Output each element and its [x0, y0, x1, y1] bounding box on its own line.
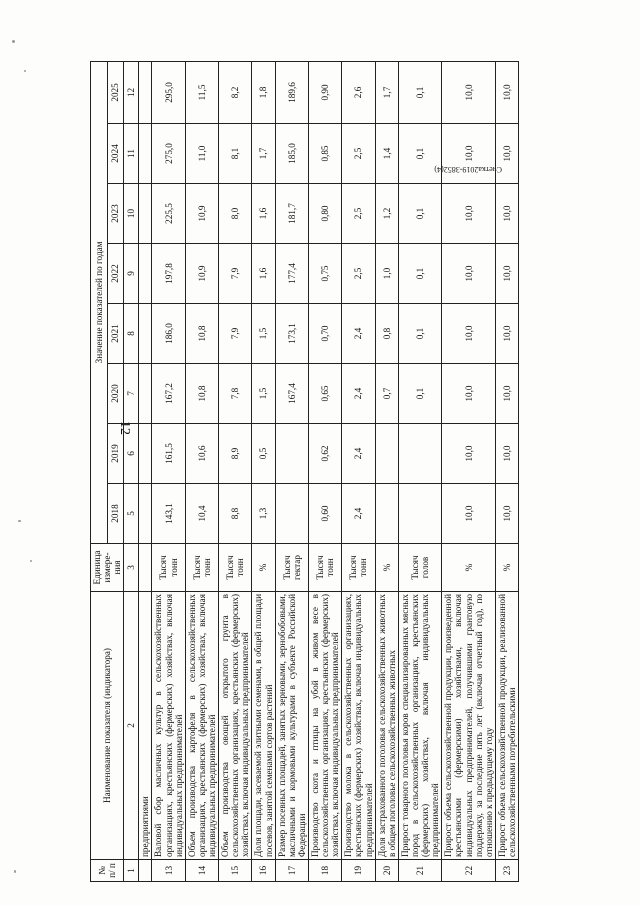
value-cell: 1,4 — [375, 124, 398, 184]
value-cell: 10,0 — [495, 184, 518, 244]
value-cell: 2,6 — [342, 61, 375, 123]
value-cell: 0,8 — [375, 304, 398, 364]
value-cell: 1,8 — [252, 61, 275, 123]
value-cell: 10,0 — [442, 244, 496, 304]
value-cell: 225,5 — [152, 184, 185, 244]
unit-cell: % — [442, 544, 496, 592]
value-cell: 10,0 — [442, 61, 496, 123]
value-cell: 8,9 — [219, 424, 252, 484]
header-year: 2018 — [107, 484, 124, 544]
row-number: 15 — [219, 860, 252, 882]
value-cell: 10,0 — [495, 244, 518, 304]
unit-cell: % — [252, 544, 275, 592]
table-row — [252, 61, 275, 881]
value-cell: 8,8 — [219, 484, 252, 544]
value-cell: 2,4 — [342, 484, 375, 544]
unit-cell: Тысяч голов — [398, 544, 441, 592]
value-cell: 8,2 — [219, 61, 252, 123]
row-number: 19 — [342, 860, 375, 882]
footer-code: Счетка2019-3852(4) — [434, 165, 502, 174]
value-cell: 10,0 — [495, 304, 518, 364]
value-cell: 0,1 — [398, 61, 441, 123]
value-cell: 0,60 — [308, 484, 341, 544]
value-cell: 10,0 — [442, 184, 496, 244]
index-cell: 1 — [124, 860, 139, 882]
value-cell: 7,8 — [219, 364, 252, 424]
row-number: 16 — [252, 860, 275, 882]
value-cell: 0,5 — [252, 424, 275, 484]
value-cell: 161,5 — [152, 424, 185, 484]
row-number: 17 — [275, 860, 308, 882]
indicator-name: Доля площади, засеваемой элитными семенами, в общей площади посевов, занятой семенами сортов растений — [252, 592, 275, 860]
table-body — [139, 61, 519, 881]
index-cell: 3 — [124, 544, 139, 592]
scan-speck — [14, 870, 16, 873]
index-cell: 7 — [124, 364, 139, 424]
value-cell: 0,62 — [308, 424, 341, 484]
index-cell: 10 — [124, 184, 139, 244]
value-cell — [398, 424, 441, 484]
value-cell: 11,0 — [185, 124, 218, 184]
index-cell: 2 — [124, 592, 139, 860]
row-number: 22 — [442, 860, 496, 882]
value-cell: 8,1 — [219, 124, 252, 184]
row-number: 23 — [495, 860, 518, 882]
row-number: 20 — [375, 860, 398, 882]
header-values-group: Значение показателей по годам — [91, 61, 108, 543]
scan-speck — [18, 520, 21, 522]
value-cell: 1,7 — [375, 61, 398, 123]
indicator-name: Объем производства картофеля в сельскохозяйственных организациях, крестьянских (фермерских) хозяйствах, включая индивидуальных предпринимателей — [185, 592, 218, 860]
header-unit: Единица измере- ния — [91, 544, 124, 592]
carry-over-text: предприятиями — [139, 592, 152, 860]
value-cell: 10,0 — [442, 484, 496, 544]
value-cell: 0,1 — [398, 124, 441, 184]
unit-cell: Тысяч тонн — [152, 544, 185, 592]
unit-cell: Тысяч тонн — [308, 544, 341, 592]
header-year: 2020 — [107, 364, 124, 424]
index-cell: 6 — [124, 424, 139, 484]
table-row — [398, 61, 441, 881]
value-cell: 0,75 — [308, 244, 341, 304]
value-cell: 11,5 — [185, 61, 218, 123]
unit-cell: % — [495, 544, 518, 592]
value-cell: 0,1 — [398, 364, 441, 424]
value-cell: 185,0 — [275, 124, 308, 184]
indicator-name: Размер посевных площадей, занятых зерновыми, зернобобовыми, масличными и кормовыми культурами в субъекте Российской Федерации — [275, 592, 308, 860]
value-cell: 10,0 — [442, 424, 496, 484]
value-cell: 2,5 — [342, 244, 375, 304]
value-cell: 10,6 — [185, 424, 218, 484]
header-year: 2024 — [107, 124, 124, 184]
value-cell: 0,85 — [308, 124, 341, 184]
header-year: 2025 — [107, 61, 124, 123]
row-number: 18 — [308, 860, 341, 882]
value-cell: 189,6 — [275, 61, 308, 123]
header-year: 2021 — [107, 304, 124, 364]
header-num: № п/ п — [91, 860, 124, 882]
value-cell: 8,0 — [219, 184, 252, 244]
rotated-table-block — [90, 62, 550, 882]
value-cell: 2,4 — [342, 304, 375, 364]
value-cell: 10,8 — [185, 364, 218, 424]
row-number: 14 — [185, 860, 218, 882]
value-cell: 167,4 — [275, 364, 308, 424]
value-cell — [375, 424, 398, 484]
unit-cell: % — [375, 544, 398, 592]
value-cell: 10,0 — [495, 124, 518, 184]
value-cell: 10,8 — [185, 304, 218, 364]
indicator-name: Производство молока в сельскохозяйственных организациях, крестьянских (фермерских) хозяйствах, включая индивидуальных предпринимателей — [342, 592, 375, 860]
value-cell: 167,2 — [152, 364, 185, 424]
header-year: 2023 — [107, 184, 124, 244]
value-cell: 0,70 — [308, 304, 341, 364]
table-row — [308, 61, 341, 881]
value-cell: 7,9 — [219, 304, 252, 364]
value-cell: 1,2 — [375, 184, 398, 244]
table-row — [185, 61, 218, 881]
header-name: Наименование показателя (индикатора) — [91, 592, 124, 860]
unit-cell: Тысяч тонн — [219, 544, 252, 592]
header-year: 2019 — [107, 424, 124, 484]
value-cell: 173,1 — [275, 304, 308, 364]
index-cell: 12 — [124, 61, 139, 123]
table-row — [375, 61, 398, 881]
value-cell: 181,7 — [275, 184, 308, 244]
index-cell: 9 — [124, 244, 139, 304]
value-cell: 197,8 — [152, 244, 185, 304]
value-cell: 10,0 — [442, 304, 496, 364]
value-cell: 1,6 — [252, 244, 275, 304]
value-cell: 7,9 — [219, 244, 252, 304]
scan-speck — [30, 560, 32, 562]
value-cell: 295,0 — [152, 61, 185, 123]
indicator-name: Прирост объема сельскохозяйственной продукции, произведенной крестьянскими (фермерскими) хозяйствами, включая индивидуальных предпринимателей, получившими грантовую поддержку, за последние пять лет (включая отчетный год), по отношению к предыдущему году — [442, 592, 496, 860]
value-cell: 0,7 — [375, 364, 398, 424]
value-cell: 0,65 — [308, 364, 341, 424]
table-row — [442, 61, 496, 881]
value-cell — [398, 484, 441, 544]
value-cell: 1,3 — [252, 484, 275, 544]
value-cell: 0,80 — [308, 184, 341, 244]
value-cell: 10,0 — [495, 484, 518, 544]
table-row — [275, 61, 308, 881]
value-cell: 10,0 — [442, 364, 496, 424]
value-cell: 2,5 — [342, 184, 375, 244]
indicator-name: Объем производства овощей открытого грунта в сельскохозяйственных организациях, крестьянских (фермерских) хозяйствах, включая индивидуальных предпринимателей — [219, 592, 252, 860]
indicator-name: Производство скота и птицы на убой в живом весе в сельскохозяйственных организациях, крестьянских (фермерских) хозяйствах, включая индивидуальных предпринимателей — [308, 592, 341, 860]
unit-cell: Тысяч тонн — [185, 544, 218, 592]
header-year: 2022 — [107, 244, 124, 304]
value-cell: 2,4 — [342, 364, 375, 424]
table-row — [152, 61, 185, 881]
value-cell: 2,5 — [342, 124, 375, 184]
index-cell: 11 — [124, 124, 139, 184]
value-cell: 10,0 — [495, 424, 518, 484]
value-cell: 0,1 — [398, 244, 441, 304]
page-number: 12 — [117, 421, 132, 435]
value-cell: 10,0 — [495, 364, 518, 424]
unit-cell: Тысяч тонн — [342, 544, 375, 592]
index-cell: 5 — [124, 484, 139, 544]
value-cell: 1,6 — [252, 184, 275, 244]
value-cell — [375, 484, 398, 544]
table-row — [495, 61, 518, 881]
value-cell — [275, 424, 308, 484]
indicators-table — [90, 61, 519, 882]
value-cell: 186,0 — [152, 304, 185, 364]
row-number: 21 — [398, 860, 441, 882]
indicator-name: Прирост объема сельскохозяйственной продукции, реализованной сельскохозяйственными потребительскими — [495, 592, 518, 860]
value-cell: 0,90 — [308, 61, 341, 123]
value-cell: 1,0 — [375, 244, 398, 304]
value-cell: 0,1 — [398, 184, 441, 244]
scan-speck — [12, 40, 15, 43]
value-cell: 1,7 — [252, 124, 275, 184]
value-cell — [275, 484, 308, 544]
table-row — [342, 61, 375, 881]
value-cell: 10,4 — [185, 484, 218, 544]
carry-over-row — [139, 61, 152, 881]
value-cell: 10,0 — [442, 124, 496, 184]
indicator-name: Прирост товарного поголовья коров специализированных мясных пород в сельскохозяйственных организациях, крестьянских (фермерских) хозяйствах, включая индивидуальных предпринимателей — [398, 592, 441, 860]
value-cell: 275,0 — [152, 124, 185, 184]
value-cell: 10,9 — [185, 244, 218, 304]
row-number: 13 — [152, 860, 185, 882]
value-cell: 143,1 — [152, 484, 185, 544]
value-cell: 2,4 — [342, 424, 375, 484]
unit-cell: Тысяч гектар — [275, 544, 308, 592]
indicator-name: Доля застрахованного поголовья сельскохозяйственных животных в общем поголовье сельскохозяйственных животных — [375, 592, 398, 860]
value-cell: 0,1 — [398, 304, 441, 364]
value-cell: 10,0 — [495, 61, 518, 123]
value-cell: 1,5 — [252, 364, 275, 424]
value-cell: 177,4 — [275, 244, 308, 304]
value-cell: 1,5 — [252, 304, 275, 364]
scan-speck — [24, 70, 26, 72]
indicator-name: Валовой сбор масличных культур в сельскохозяйственных организациях, крестьянских (фермерских) хозяйствах, включая индивидуальных предпринимателей — [152, 592, 185, 860]
table-row — [219, 61, 252, 881]
index-cell: 8 — [124, 304, 139, 364]
value-cell: 10,9 — [185, 184, 218, 244]
